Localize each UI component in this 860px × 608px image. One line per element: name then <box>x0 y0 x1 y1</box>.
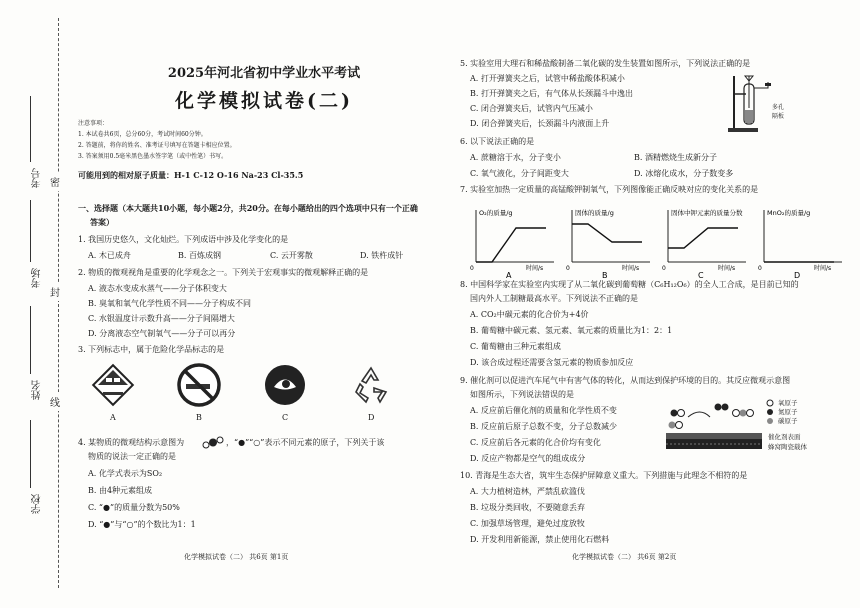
molecule-model-icon <box>202 436 224 449</box>
q1-option-d[interactable]: D. 铁杵成针 <box>360 251 404 260</box>
q4-stem-1: 4. 某物质的微观结构示意图为 <box>78 438 185 447</box>
exam-no-blank[interactable] <box>30 96 31 162</box>
q7-origin: 0 <box>470 265 474 272</box>
no-smoking-icon <box>176 362 222 408</box>
q9-option-b[interactable]: B. 反应前后原子总数不变，分子总数减少 <box>470 422 617 431</box>
q3-label-a: A <box>110 413 116 422</box>
apparatus-label-1: 多孔 <box>772 104 785 111</box>
q7-option-letter: D <box>794 271 801 278</box>
q7-curve <box>476 228 546 262</box>
exam-title: 2025年河北省初中学业水平考试 <box>167 66 361 81</box>
q7-graphs-svg <box>460 200 850 278</box>
q4-option-c[interactable]: C. “●”的质量分数为50% <box>88 503 180 512</box>
q1-option-c[interactable]: C. 云开雾散 <box>270 251 313 260</box>
corrosive-hazard-icon <box>90 362 136 408</box>
q7-origin: 0 <box>662 265 666 272</box>
apparatus-icon <box>726 72 806 134</box>
catalyst-reaction-icon <box>660 395 846 457</box>
q5-option-c[interactable]: C. 闭合弹簧夹后，试管内气压减小 <box>470 104 593 113</box>
q10-option-c[interactable]: C. 加强草场管理，避免过度放牧 <box>470 519 585 528</box>
catalyst-figure <box>660 395 846 457</box>
q4-stem-1b: ，“●”“○”表示不同元素的原子，下列关于该 <box>226 438 385 447</box>
q2-option-d[interactable]: D. 分离液态空气制氧气——分子可以再分 <box>88 329 236 338</box>
q7-origin: 0 <box>566 265 570 272</box>
q7-ylabel: MnO₂的质量/g <box>767 209 811 217</box>
q7-xlabel: 时间/s <box>718 265 736 272</box>
q7-option-letter: C <box>698 271 704 278</box>
binding-margin <box>0 0 72 608</box>
exam-room-blank[interactable] <box>30 200 31 262</box>
seal-word: 线 <box>50 392 60 411</box>
q7-ylabel: 固体的质量/g <box>575 209 614 217</box>
co2-apparatus-figure <box>726 72 806 134</box>
q5-option-a[interactable]: A. 打开弹簧夹之后，试管中稀盐酸体积减小 <box>470 74 625 83</box>
q6-option-b[interactable]: B. 酒精燃烧生成新分子 <box>634 153 717 162</box>
q6-option-c[interactable]: C. 氧气液化，分子间距变大 <box>470 169 569 178</box>
q7-curve <box>668 228 738 248</box>
water-saving-sign[interactable] <box>262 362 308 408</box>
seal-word: 密 <box>50 172 60 191</box>
q8-stem-2: 国内外人工制糖最高水平。下列说法不正确的是 <box>470 294 638 303</box>
q7-stem: 7. 实验室加热一定质量的高锰酸钾制氧气，下列图像能正确反映对应的变化关系的是 <box>460 185 759 194</box>
school-blank[interactable] <box>30 420 31 488</box>
q7-origin: 0 <box>758 265 762 272</box>
water-drop-icon <box>262 362 308 408</box>
q4-option-d[interactable]: D. “●”与“○”的个数比为1：1 <box>88 520 196 529</box>
q4-option-b[interactable]: B. 由4种元素组成 <box>88 486 153 495</box>
hazmat-sign[interactable] <box>90 362 136 408</box>
q2-option-a[interactable]: A. 液态水变成水蒸气——分子体积变大 <box>88 284 227 293</box>
q5-stem: 5. 实验室用大理石和稀盐酸制备二氧化碳的发生装置如图所示，下列说法正确的是 <box>460 59 751 68</box>
exam-no-label: 考号 <box>32 168 43 188</box>
catalyst-surface-label: 催化剂表面 <box>768 433 801 441</box>
apparatus-label-2: 隔板 <box>772 113 785 120</box>
q7-xlabel: 时间/s <box>622 265 640 272</box>
q2-stem: 2. 物质的微观视角是重要的化学观念之一。下列关于宏观事实的微观解释正确的是 <box>78 268 369 277</box>
q6-option-a[interactable]: A. 蔗糖溶于水，分子变小 <box>470 153 561 162</box>
note-line: 2. 答题前，将你的姓名、准考证号填写在答题卡相应位置。 <box>78 142 236 149</box>
q10-stem: 10. 青海是生态大省，筑牢生态保护屏障意义重大。下列措施与此理念不相符的是 <box>460 471 748 480</box>
q1-option-a[interactable]: A. 木已成舟 <box>88 251 131 260</box>
name-blank[interactable] <box>30 306 31 374</box>
q9-option-c[interactable]: C. 反应前后各元素的化合价均有变化 <box>470 438 601 447</box>
q9-option-d[interactable]: D. 反应产物都是空气的组成成分 <box>470 454 586 463</box>
note-line: 1. 本试卷共6页，总分60分，考试时间60分钟。 <box>78 131 207 138</box>
note-line: 注意事项： <box>78 120 109 127</box>
q7-option-letter: A <box>506 271 512 278</box>
seal-word: 封 <box>50 282 60 301</box>
school-label: 学校 <box>32 494 43 514</box>
q7-ylabel: O₂的质量/g <box>479 209 513 217</box>
legend-carbon: 碳原子 <box>778 417 798 425</box>
note-line: 3. 答案须用0.5毫米黑色墨水签字笔（或中性笔）书写。 <box>78 153 228 160</box>
q7-curve <box>572 224 642 242</box>
q3-stem: 3. 下列标志中，属于危险化学品标志的是 <box>78 345 225 354</box>
q3-label-c: C <box>282 413 289 422</box>
section1-heading-2: 答案） <box>90 217 114 227</box>
q3-label-b: B <box>196 413 202 422</box>
q7-xlabel: 时间/s <box>526 265 544 272</box>
q8-option-d[interactable]: D. 该合成过程还需要含氢元素的物质参加反应 <box>470 358 634 367</box>
q1-option-b[interactable]: B. 百炼成钢 <box>178 251 221 260</box>
no-smoking-sign[interactable] <box>176 362 222 408</box>
q7-ylabel: 固体中钾元素的质量分数 <box>671 209 743 217</box>
q6-option-d[interactable]: D. 冰熔化成水，分子数变多 <box>634 169 734 178</box>
name-label: 姓名 <box>32 380 43 400</box>
q3-label-d: D <box>368 413 375 422</box>
q2-option-c[interactable]: C. 水银温度计示数升高——分子间隔增大 <box>88 314 235 323</box>
legend-nitrogen: 氮原子 <box>778 408 798 416</box>
exam-room-label: 考场 <box>32 268 43 288</box>
page-footer-left: 化学模拟试卷（二） 共6页 第1页 <box>184 553 289 561</box>
q7-xlabel: 时间/s <box>814 265 832 272</box>
seal-line <box>58 18 59 588</box>
q10-option-a[interactable]: A. 大力植树造林，严禁乱砍滥伐 <box>470 487 585 496</box>
recycle-icon <box>348 362 394 408</box>
q8-option-b[interactable]: B. 葡萄糖中碳元素、氢元素、氧元素的质量比为1：2：1 <box>470 326 673 335</box>
q10-option-d[interactable]: D. 开发利用新能源，禁止使用化石燃料 <box>470 535 610 544</box>
q5-option-b[interactable]: B. 打开弹簧夹之后，有气体从长颈漏斗中逸出 <box>470 89 633 98</box>
q7-option-letter: B <box>602 271 608 278</box>
q8-option-a[interactable]: A. CO₂中碳元素的化合价为+4价 <box>470 310 589 319</box>
q8-option-c[interactable]: C. 葡萄糖由三种元素组成 <box>470 342 561 351</box>
atomic-masses: 可能用到的相对原子质量：H-1 C-12 O-16 Na-23 Cl-35.5 <box>78 170 304 180</box>
q2-option-b[interactable]: B. 臭氧和氧气化学性质不同——分子构成不同 <box>88 299 251 308</box>
q9-option-a[interactable]: A. 反应前后催化剂的质量和化学性质不变 <box>470 406 617 415</box>
q7-graphs <box>460 200 850 278</box>
q6-stem: 6. 以下说法正确的是 <box>460 137 535 146</box>
section1-heading: 一、选择题（本大题共10小题，每小题2分，共20分。在每小题给出的四个选项中只有一个正确 <box>78 203 418 213</box>
q8-stem-1: 8. 中国科学家在实验室内实现了从二氧化碳到葡萄糖（C₆H₁₂O₆）的全人工合成，是目前已知的 <box>460 280 799 289</box>
q9-stem-2: 如图所示，下列说法错误的是 <box>470 390 574 399</box>
page-footer-right: 化学模拟试卷（二） 共6页 第2页 <box>572 553 677 561</box>
paper-title: 化学模拟试卷(二) <box>175 90 353 112</box>
q10-option-b[interactable]: B. 垃圾分类回收，不要随意丢弃 <box>470 503 585 512</box>
q9-stem-1: 9. 催化剂可以促进汽车尾气中有害气体的转化，从而达到保护环境的目的。其反应微观示意图 <box>460 376 791 385</box>
recycling-sign[interactable] <box>348 362 394 408</box>
ceramic-carrier-label: 蜂窝陶瓷载体 <box>768 443 807 451</box>
q5-option-d[interactable]: D. 闭合弹簧夹后，长颈漏斗内液面上升 <box>470 119 610 128</box>
legend-oxygen: 氧原子 <box>778 399 798 407</box>
q1-stem: 1. 我国历史悠久，文化灿烂。下列成语中涉及化学变化的是 <box>78 235 289 244</box>
q4-stem-2: 物质的说法一定正确的是 <box>88 452 176 461</box>
q4-option-a[interactable]: A. 化学式表示为SO₂ <box>88 469 163 478</box>
exam-notes <box>78 118 236 162</box>
